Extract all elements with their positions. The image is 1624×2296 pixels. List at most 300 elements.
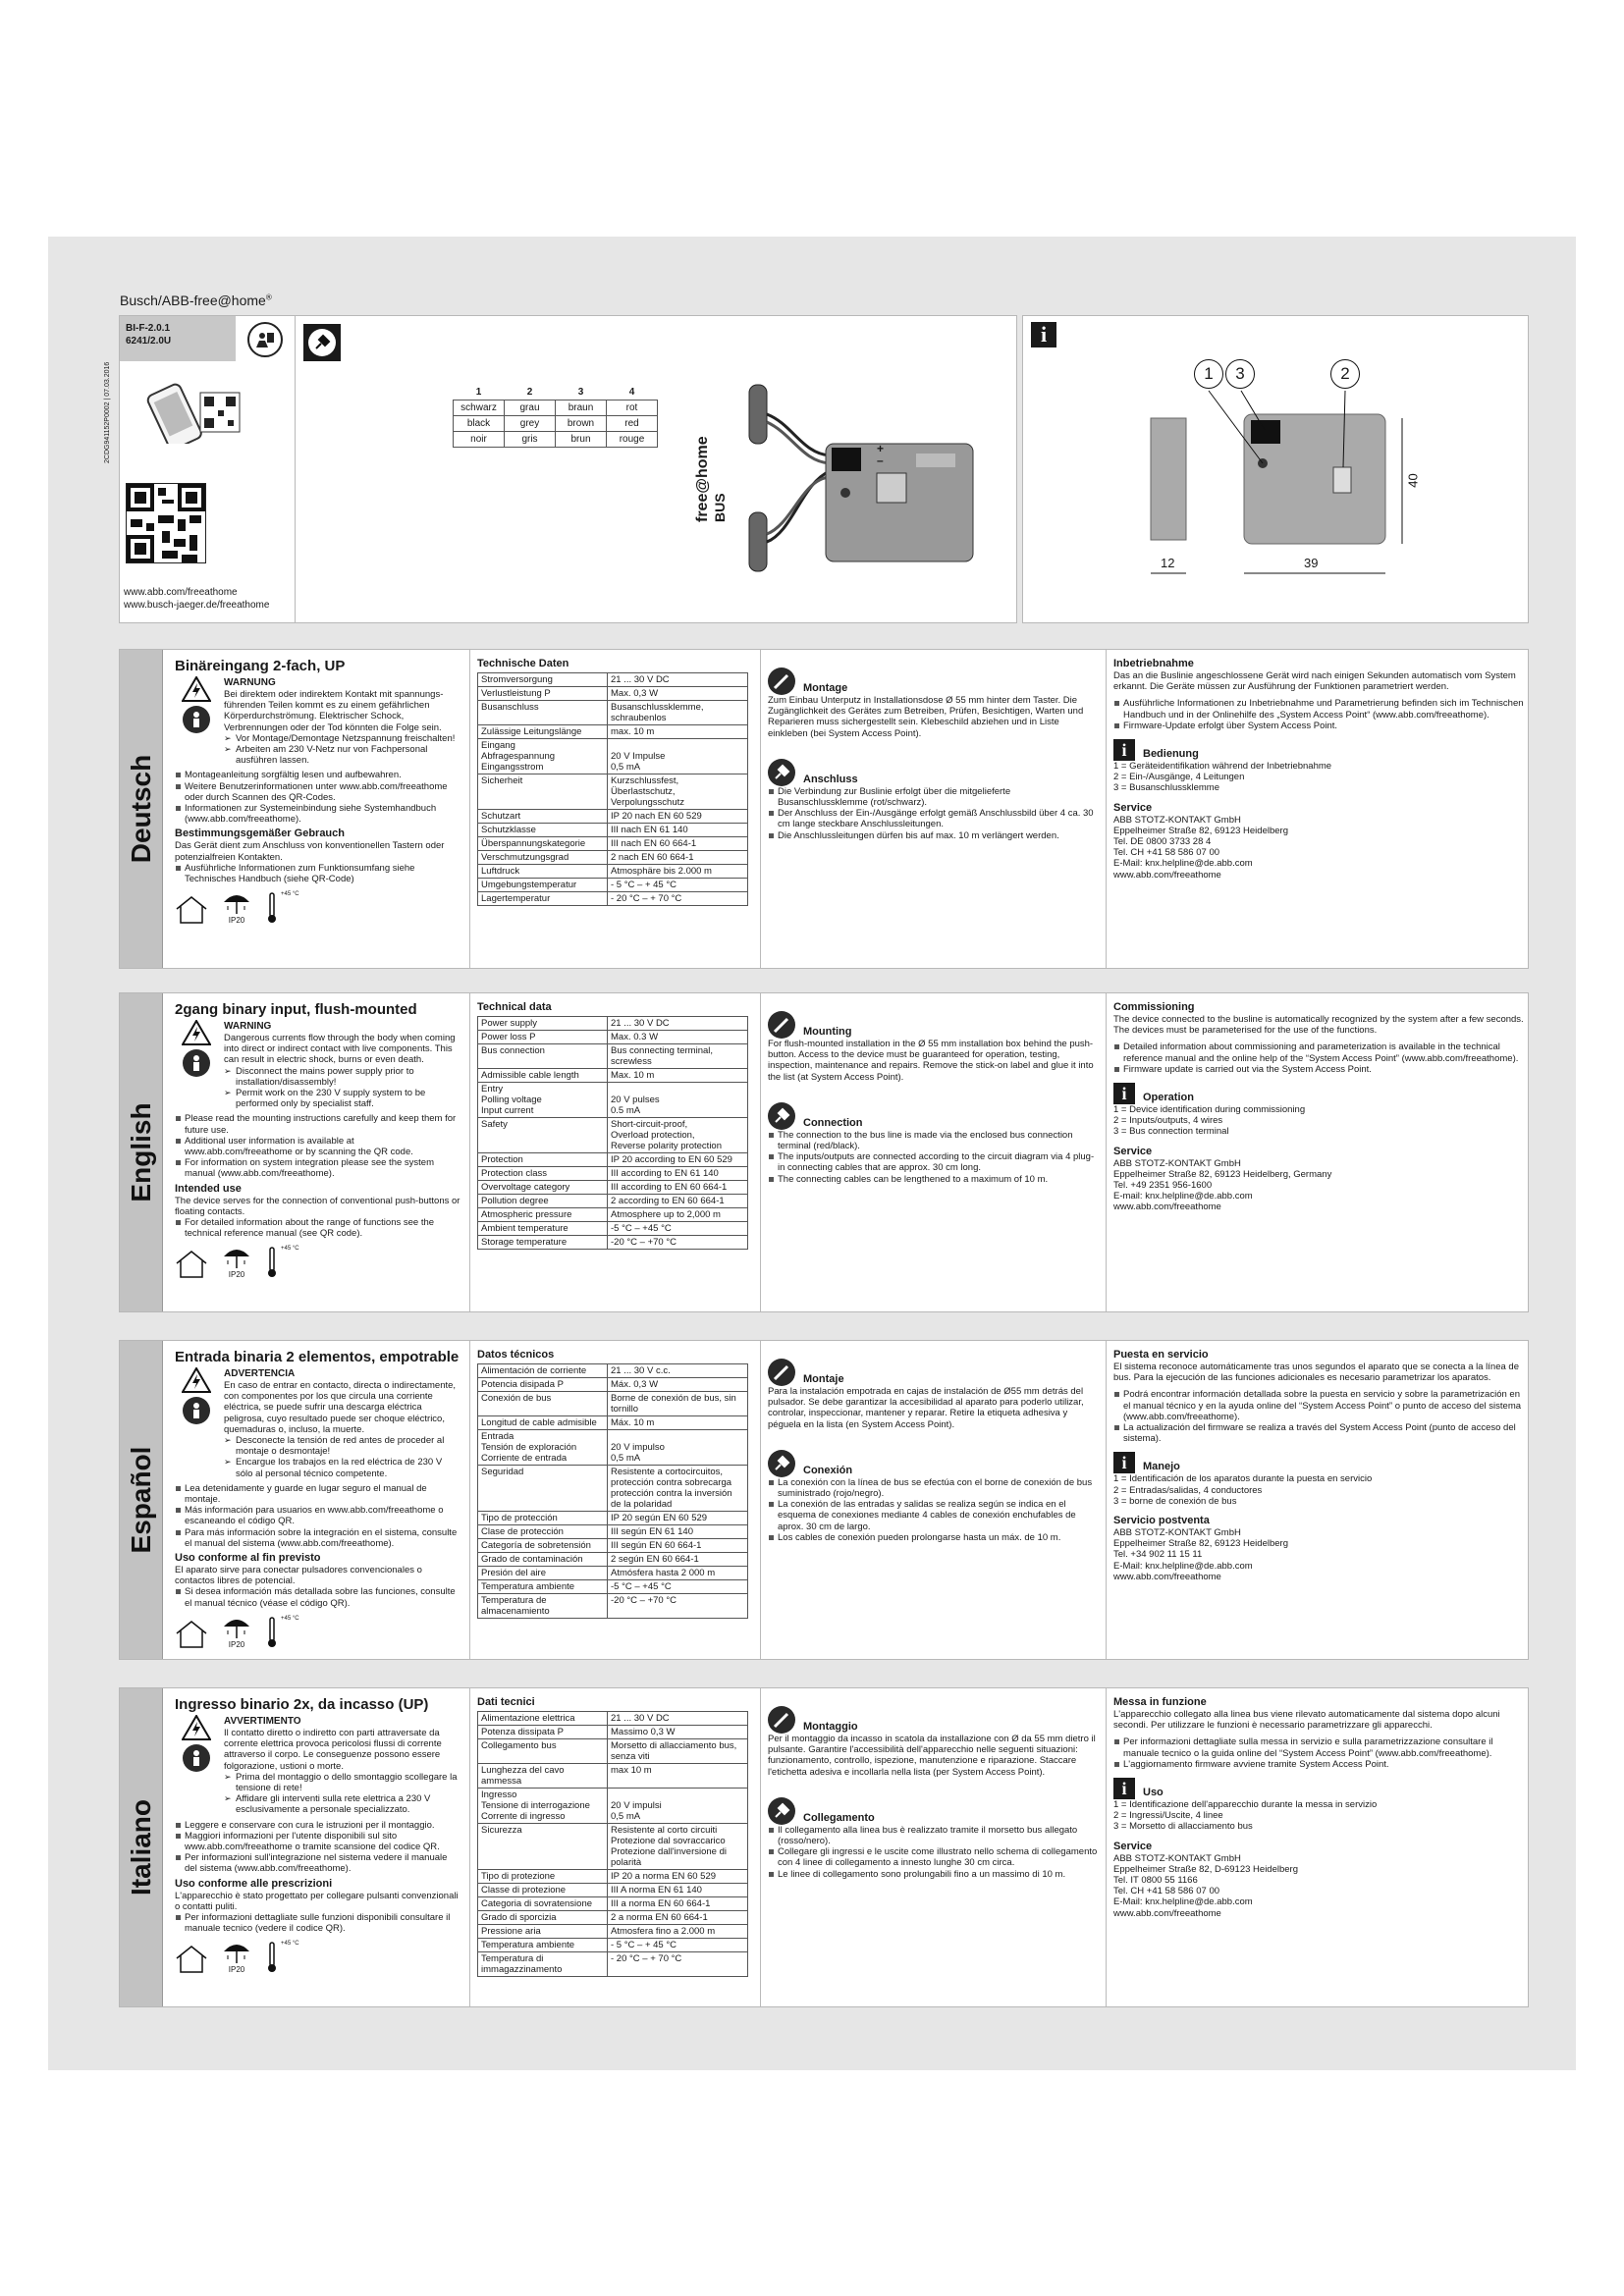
intended-use-text: El aparato sirve para conectar pulsadores convencionales o contactos libres de potencial. (175, 1565, 422, 1587)
manual-read-icon (183, 1397, 210, 1424)
td-key: Temperatura ambiente (478, 1580, 608, 1594)
td-row (478, 1939, 748, 1952)
td-value: 21 ... 30 V DC (608, 673, 748, 687)
td-value: - 5 °C – + 45 °C (608, 1939, 748, 1952)
model-article: 6241/2.0U (126, 336, 172, 347)
td-value: 21 ... 30 V DC (608, 1712, 748, 1726)
warn_items-item: ➢ Vor Montage/Demontage Netzspannung freischalten! (224, 733, 461, 744)
td-row (478, 1925, 748, 1939)
env-symbols (175, 1245, 461, 1279)
td-row (478, 774, 748, 810)
td-key: Tipo de protección (478, 1512, 608, 1525)
td-key: Lunghezza del cavo ammessa (478, 1764, 608, 1789)
product-title: Binäreingang 2-fach, UP (175, 658, 346, 674)
td-value: -20 °C – +70 °C (608, 1594, 748, 1619)
td-key: Stromversorgung (478, 673, 608, 687)
td-row (478, 1167, 748, 1181)
plug-small-icon (768, 1450, 795, 1477)
td-value: Bus connecting terminal, screwless (608, 1044, 748, 1069)
model-number: BI-F-2.0.1 (126, 323, 171, 334)
intended-use-text: Das Gerät dient zum Anschluss von konventionellen Tastern oder potenzialfreien Kontakten. (175, 840, 445, 863)
model-box (120, 316, 236, 361)
connection-heading: Conexión (803, 1464, 853, 1476)
lang-section-0 (119, 649, 1529, 969)
service-line: Tel. DE 0800 3733 28 4 (1113, 836, 1212, 848)
qr-code (126, 483, 206, 563)
product-title: Entrada binaria 2 elementos, empotrable (175, 1349, 460, 1365)
td-key: Admissible cable length (478, 1069, 608, 1083)
conn_items-item: Die Verbindung zur Buslinie erfolgt über die mitgelieferte Busanschlussklemme (rot/schwarz). (768, 786, 1098, 808)
service-line: Tel. IT 0800 55 1166 (1113, 1875, 1198, 1887)
lang-section-3 (119, 1687, 1529, 2007)
col-safety (175, 1349, 461, 1653)
td-key: Clase de protección (478, 1525, 608, 1539)
product-url-2[interactable]: www.busch-jaeger.de/freeathome (124, 600, 270, 611)
td-value: III nach EN 60 664-1 (608, 837, 748, 851)
td-value: 20 V impulsi 0,5 mA (608, 1789, 748, 1824)
td-value: Short-circuit-proof, Overload protection, Reverse polarity protection (608, 1118, 748, 1153)
notes-item: Maggiori informazioni per l'utente disponibili sul sito www.abb.com/freeathome o tramite scansione del codice QR. (175, 1831, 461, 1852)
comm_items-item: Ausführliche Informationen zu Inbetriebnahme und Parametrierung befinden sich im Technischen Handbuch und in der Onlinehilfe des „System Access Point“ (www.abb.com/freeathome). (1113, 698, 1524, 720)
doc-code: 2CDG941152P0002 | 07.03.2016 (104, 361, 111, 463)
col-mounting (768, 1696, 1098, 2001)
notes-item: Weitere Benutzerinformationen unter www.abb.com/freeathome oder durch Scannen des QR-Codes. (175, 781, 461, 803)
td-row (478, 851, 748, 865)
td-key: Categoría de sobretensión (478, 1539, 608, 1553)
ip20-icon: IP20 (222, 1940, 251, 1974)
td-value: Atmosphere up to 2,000 m (608, 1208, 748, 1222)
col-commissioning (1113, 658, 1524, 962)
td-row (478, 1031, 748, 1044)
td-key: Verlustleistung P (478, 687, 608, 701)
service-line: Eppelheimer Straße 82, 69123 Heidelberg (1113, 1538, 1288, 1550)
lang-section-1 (119, 992, 1529, 1312)
td-row (478, 837, 748, 851)
td-value: -20 °C – +70 °C (608, 1236, 748, 1250)
comm_items-item: La actualización del firmware se realiza a través del System Access Point (punto de acceso del sistema). (1113, 1422, 1524, 1444)
indoor-house-icon (175, 1250, 208, 1279)
comm_items-item: Podrá encontrar información detallada sobre la puesta en servicio y sobre la parametrización en el manual técnico y en la ayuda online del “System Access Point” o punto de acceso del sistema (www.abb.com/freeathome). (1113, 1389, 1524, 1422)
indoor-house-icon (175, 1945, 208, 1974)
comm_items-item: L'aggiornamento firmware avviene tramite System Access Point. (1113, 1759, 1524, 1770)
warning-triangle-icon (182, 1715, 211, 1740)
warn_items-item: ➢ Disconnect the mains power supply prior to installation/disassembly! (224, 1066, 461, 1088)
td-row (478, 879, 748, 892)
conn_items-item: Collegare gli ingressi e le uscite come illustrato nello schema di collegamento con 4 linee di collegamento a innesto lunghe 30 cm circa. (768, 1846, 1098, 1868)
indoor-house-icon (175, 1620, 208, 1649)
td-value: III nach EN 61 140 (608, 824, 748, 837)
td-value: Kurzschlussfest, Überlastschutz, Verpolungsschutz (608, 774, 748, 810)
td-key: Verschmutzungsgrad (478, 851, 608, 865)
manual-read-icon (183, 706, 210, 733)
td-value: 21 ... 30 V c.c. (608, 1364, 748, 1378)
td-row (478, 1430, 748, 1466)
conn_items-item: Le linee di collegamento sono prolungabili fino a un massimo di 10 m. (768, 1869, 1098, 1880)
operation-item: 2 = Ingressi/Uscite, 4 linee (1113, 1810, 1223, 1822)
td-value: -5 °C – +45 °C (608, 1580, 748, 1594)
commissioning-text: The device connected to the busline is automatically recognized by the system after a few seconds. The devices must be parameterised for the use of the functions. (1113, 1014, 1524, 1037)
thermometer-icon: +45 °C (265, 1616, 299, 1649)
operation-item: 2 = Inputs/outputs, 4 wires (1113, 1115, 1223, 1127)
td-row (478, 1222, 748, 1236)
operation-item: 2 = Ein-/Ausgänge, 4 Leitungen (1113, 772, 1245, 783)
screwdriver-icon (768, 1359, 795, 1386)
language-tab (120, 1688, 163, 2006)
td-key: Conexión de bus (478, 1392, 608, 1416)
ip20-icon: IP20 (222, 890, 251, 925)
operation-heading: Uso (1143, 1787, 1164, 1799)
td-value: Atmosfera fino a 2.000 m (608, 1925, 748, 1939)
col-safety (175, 1001, 461, 1306)
td-value: Máx. 10 m (608, 1416, 748, 1430)
td-value: max 10 m (608, 1764, 748, 1789)
td-key: Lagertemperatur (478, 892, 608, 906)
technical-data-table (477, 1363, 748, 1619)
td-row (478, 739, 748, 774)
col-technical-data (477, 1001, 748, 1306)
td-value: 20 V pulses 0.5 mA (608, 1083, 748, 1118)
td-key: Umgebungstemperatur (478, 879, 608, 892)
td-row (478, 1594, 748, 1619)
td-row (478, 1764, 748, 1789)
td-row (478, 1824, 748, 1870)
td-row (478, 865, 748, 879)
td-key: Sicurezza (478, 1824, 608, 1870)
td-value: 20 V Impulse 0,5 mA (608, 739, 748, 774)
col-mounting (768, 1349, 1098, 1653)
td-value: IP 20 según EN 60 529 (608, 1512, 748, 1525)
env-symbols (175, 1940, 461, 1974)
td-value: III a norma EN 60 664-1 (608, 1897, 748, 1911)
td-key: Protection (478, 1153, 608, 1167)
service-line: Tel. +34 902 11 15 11 (1113, 1549, 1203, 1561)
notes-item: Más información para usuarios en www.abb.com/freeathome o escaneando el código QR. (175, 1505, 461, 1526)
td-row (478, 1580, 748, 1594)
warning-heading: ADVERTENCIA (224, 1368, 296, 1379)
conn_items-item: Der Anschluss der Ein-/Ausgänge erfolgt gemäß Anschlussbild über 4 ca. 30 cm lange steckbare Anschlussleitungen. (768, 808, 1098, 829)
service-line: www.abb.com/freeathome (1113, 1201, 1221, 1213)
col-commissioning (1113, 1001, 1524, 1306)
conn_items-item: Die Anschlussleitungen dürfen bis auf max. 10 m verlängert werden. (768, 830, 1098, 841)
conn_items-item: The connecting cables can be lengthened to a maximum of 10 m. (768, 1174, 1098, 1185)
service-line: Tel. CH +41 58 586 07 00 (1113, 847, 1220, 859)
use_items-item: Si desea información más detallada sobre las funciones, consulte el manual técnico (véase el código QR). (175, 1586, 461, 1608)
warning-heading: AVVERTIMENTO (224, 1716, 301, 1727)
document-sheet (48, 237, 1576, 2070)
notes-item: Please read the mounting instructions carefully and keep them for future use. (175, 1113, 461, 1135)
notes-item: Lea detenidamente y guarde en lugar seguro el manual de montaje. (175, 1483, 461, 1505)
conn_items-item: Los cables de conexión pueden prolongarse hasta un máx. de 10 m. (768, 1532, 1098, 1543)
td-row (478, 1911, 748, 1925)
technical-data-heading: Technical data (477, 1001, 552, 1013)
intended-use-heading: Uso conforme alle prescrizioni (175, 1877, 333, 1890)
operation-info-icon: i (1113, 1778, 1135, 1799)
comm_items-item: Detailed information about commissioning and parameterization is available in the technical reference manual and the online help of the “System Access Point” (www.abb.com/freeathome). (1113, 1041, 1524, 1063)
td-key: Protection class (478, 1167, 608, 1181)
td-value: Máx. 0,3 W (608, 1378, 748, 1392)
warn_items-item: ➢ Affidare gli interventi sulla rete elettrica a 230 V esclusivamente a personale specializzato. (224, 1793, 461, 1815)
col-technical-data (477, 1696, 748, 2001)
product-url-1[interactable]: www.abb.com/freeathome (124, 587, 238, 598)
td-value: - 20 °C – + 70 °C (608, 1952, 748, 1977)
td-key: Potenza dissipata P (478, 1726, 608, 1739)
td-key: Collegamento bus (478, 1739, 608, 1764)
language-label: Italiano (125, 1798, 156, 1896)
warning-text: Dangerous currents flow through the body when coming into direct or indirect contact with live components. This can result in electric shock, burns or even death. (224, 1033, 456, 1066)
warning-triangle-icon (182, 676, 211, 702)
warning-text: Bei direktem oder indirektem Kontakt mit spannungs-führenden Teilen kommt es zu einem gefährlichen Körperdurchströmung. Elektrischer Schock, Verbrennungen oder der Tod könnten die Folge sein. (224, 689, 444, 733)
td-row (478, 1083, 748, 1118)
intended-use-heading: Intended use (175, 1182, 242, 1195)
operation-info-icon: i (1113, 1452, 1135, 1473)
conn_items-item: La conexión de las entradas y salidas se realiza según se indica en el esquema de conexiones mediante 4 cables de conexión enchufables de aprox. 30 cm de largo. (768, 1499, 1098, 1532)
plug-icon (303, 324, 341, 361)
mounting-heading: Montaggio (803, 1721, 858, 1733)
commissioning-heading: Puesta en servicio (1113, 1349, 1209, 1361)
language-tab (120, 993, 163, 1311)
td-row (478, 1364, 748, 1378)
language-label: Español (125, 1446, 156, 1554)
commissioning-heading: Commissioning (1113, 1001, 1195, 1013)
td-row (478, 1069, 748, 1083)
mounting-heading: Mounting (803, 1026, 852, 1038)
technical-data-heading: Technische Daten (477, 658, 569, 669)
td-value: Massimo 0,3 W (608, 1726, 748, 1739)
td-key: Categoria di sovratensione (478, 1897, 608, 1911)
td-key: Tipo di protezione (478, 1870, 608, 1884)
technical-data-heading: Datos técnicos (477, 1349, 555, 1361)
td-row (478, 892, 748, 906)
service-line: www.abb.com/freeathome (1113, 1907, 1221, 1919)
technical-data-table (477, 672, 748, 906)
td-value: Atmosphäre bis 2.000 m (608, 865, 748, 879)
technical-data-table (477, 1711, 748, 1977)
td-key: Classe di protezione (478, 1884, 608, 1897)
thermometer-icon: +45 °C (265, 1941, 299, 1974)
app-icon (247, 322, 283, 357)
operation-item: 3 = Busanschlussklemme (1113, 782, 1219, 794)
lang-section-2 (119, 1340, 1529, 1660)
indoor-house-icon (175, 895, 208, 925)
mounting-heading: Montaje (803, 1373, 844, 1385)
mounting-text: Per il montaggio da incasso in scatola da installazione con Ø da 55 mm dietro il pulsante. Garantire l'accessibilità dell'apparecchio nelle seguenti situazioni: funzionamento, controllo, ispezione, manutenzione e riparazione. Staccare l'etichetta adesiva e incollarla nella lista (per System Access Point). (768, 1734, 1096, 1778)
col-technical-data (477, 1349, 748, 1653)
td-row (478, 1512, 748, 1525)
td-key: Überspannungskategorie (478, 837, 608, 851)
commissioning-heading: Inbetriebnahme (1113, 658, 1194, 669)
td-key: Overvoltage category (478, 1181, 608, 1195)
td-value: Resistente al corto circuiti Protezione dal sovraccarico Protezione dall'inversione di polarità (608, 1824, 748, 1870)
service-line: Eppelheimer Straße 82, 69123 Heidelberg, Germany (1113, 1168, 1332, 1180)
dim-height: 40 (1405, 473, 1421, 488)
td-row (478, 1567, 748, 1580)
conn_items-item: The inputs/outputs are connected according to the circuit diagram via 4 plug-in connecting cables that are approx. 30 cm long. (768, 1151, 1098, 1173)
td-value: IP 20 according to EN 60 529 (608, 1153, 748, 1167)
td-row (478, 725, 748, 739)
td-key: Sicherheit (478, 774, 608, 810)
td-key: Longitud de cable admisible (478, 1416, 608, 1430)
td-value: III según EN 60 664-1 (608, 1539, 748, 1553)
td-key: Busanschluss (478, 701, 608, 725)
col-commissioning (1113, 1349, 1524, 1653)
mounting-heading: Montage (803, 682, 848, 694)
warning-heading: WARNING (224, 1021, 272, 1032)
td-key: Schutzart (478, 810, 608, 824)
service-heading: Service (1113, 801, 1153, 814)
env-symbols (175, 1615, 461, 1649)
wiring-card (295, 315, 1017, 623)
td-key: Grado de contaminación (478, 1553, 608, 1567)
manual-read-icon (183, 1049, 210, 1077)
env-symbols (175, 890, 461, 925)
service-line: ABB STOTZ-KONTAKT GmbH (1113, 1527, 1241, 1539)
operation-item: 1 = Identificazione dell'apparecchio durante la messa in servizio (1113, 1799, 1378, 1811)
warn_items-item: ➢ Prima del montaggio o dello smontaggio scollegare la tensione di rete! (224, 1772, 461, 1793)
technical-data-heading: Dati tecnici (477, 1696, 535, 1708)
notes-item: Para más información sobre la integración en el sistema, consulte el manual del sistema (www.abb.com/freeathome). (175, 1527, 461, 1549)
td-key: Grado di sporcizia (478, 1911, 608, 1925)
device-minus-label: – (877, 454, 884, 467)
service-line: Eppelheimer Straße 82, 69123 Heidelberg (1113, 825, 1288, 836)
td-key: Bus connection (478, 1044, 608, 1069)
td-key: Atmospheric pressure (478, 1208, 608, 1222)
product-title: 2gang binary input, flush-mounted (175, 1001, 417, 1018)
intended-use-heading: Uso conforme al fin previsto (175, 1552, 321, 1565)
use_items-item: Ausführliche Informationen zum Funktionsumfang siehe Technisches Handbuch (siehe QR-Code) (175, 863, 461, 884)
operation-item: 2 = Entradas/salidas, 4 conductores (1113, 1484, 1263, 1496)
warning-text: Il contatto diretto o indiretto con parti attraversate da corrente elettrica provoca pericolosi flussi di corrente attraverso il corpo. Le conseguenze possono essere folgorazione, ustioni o morte. (224, 1728, 442, 1772)
conn_items-item: La conexión con la línea de bus se efectúa con el borne de conexión de bus suministrado (rojo/negro). (768, 1477, 1098, 1499)
td-value: III according to EN 61 140 (608, 1167, 748, 1181)
td-row (478, 1466, 748, 1512)
td-row (478, 1017, 748, 1031)
warning-triangle-icon (182, 1020, 211, 1045)
td-value: max. 10 m (608, 725, 748, 739)
td-value: 2 nach EN 60 664-1 (608, 851, 748, 865)
td-row (478, 1539, 748, 1553)
dim-depth: 12 (1161, 556, 1175, 570)
td-row (478, 1153, 748, 1167)
intended-use-text: The device serves for the connection of conventional push-buttons or floating contacts. (175, 1195, 460, 1217)
warning-heading: WARNUNG (224, 677, 276, 688)
td-value: 2 según EN 60 664-1 (608, 1553, 748, 1567)
td-key: Temperatura de almacenamiento (478, 1594, 608, 1619)
td-value: Morsetto di allacciamento bus, senza viti (608, 1739, 748, 1764)
td-key: Pollution degree (478, 1195, 608, 1208)
dim-width: 39 (1304, 556, 1319, 570)
td-row (478, 1525, 748, 1539)
conn_items-item: Il collegamento alla linea bus è realizzato tramite il morsetto bus allegato (rosso/nero). (768, 1825, 1098, 1846)
td-key: Storage temperature (478, 1236, 608, 1250)
service-line: E-mail: knx.helpline@de.abb.com (1113, 1191, 1253, 1202)
product-title: Ingresso binario 2x, da incasso (UP) (175, 1696, 429, 1713)
service-line: www.abb.com/freeathome (1113, 1571, 1221, 1582)
td-value: IP 20 nach EN 60 529 (608, 810, 748, 824)
operation-item: 3 = borne de conexión de bus (1113, 1495, 1237, 1507)
language-tab (120, 650, 163, 968)
td-value: Busanschlussklemme, schraubenlos (608, 701, 748, 725)
notes-item: Leggere e conservare con cura le istruzioni per il montaggio. (175, 1820, 461, 1831)
td-value: 20 V impulso 0,5 mA (608, 1430, 748, 1466)
td-value: III according to EN 60 664-1 (608, 1181, 748, 1195)
td-value: III A norma EN 61 140 (608, 1884, 748, 1897)
td-key: Ingresso Tensione di interrogazione Corrente di ingresso (478, 1789, 608, 1824)
connection-heading: Anschluss (803, 773, 858, 785)
td-value: IP 20 a norma EN 60 529 (608, 1870, 748, 1884)
plug-small-icon (768, 1102, 795, 1130)
td-row (478, 1416, 748, 1430)
td-key: Temperatura ambiente (478, 1939, 608, 1952)
td-value: 2 a norma EN 60 664-1 (608, 1911, 748, 1925)
td-key: Temperatura di immagazzinamento (478, 1952, 608, 1977)
phone-illustration (139, 375, 247, 449)
screwdriver-icon (768, 1706, 795, 1734)
notes-item: Montageanleitung sorgfältig lesen und aufbewahren. (175, 770, 461, 780)
td-row (478, 673, 748, 687)
plug-small-icon (768, 759, 795, 786)
service-line: ABB STOTZ-KONTAKT GmbH (1113, 1852, 1241, 1864)
td-row (478, 687, 748, 701)
td-key: Power supply (478, 1017, 608, 1031)
connection-heading: Connection (803, 1116, 863, 1129)
commissioning-text: El sistema reconoce automáticamente tras unos segundos el aparato que se conecta a la línea de bus. Para la ejecución de las funciones adicionales es necesario parametrizar los aparatos. (1113, 1362, 1519, 1384)
td-key: Safety (478, 1118, 608, 1153)
operation-item: 1 = Geräteidentifikation während der Inbetriebnahme (1113, 761, 1332, 773)
mounting-text: Zum Einbau Unterputz in Installationsdose Ø 55 mm hinter dem Taster. Die Zugänglichkeit des Gerätes zum Betreiben, Prüfen, Besichtigen, Warten und Reparieren muss sichergestellt sein. Klebeschild abziehen und in Liste einkleben (bei System Access Point). (768, 695, 1084, 739)
td-key: Seguridad (478, 1466, 608, 1512)
td-row (478, 1378, 748, 1392)
warn_items-item: ➢ Permit work on the 230 V supply system to be performed only by specialist staff. (224, 1088, 461, 1109)
td-row (478, 1712, 748, 1726)
technical-data-table (477, 1016, 748, 1250)
warn_items-item: ➢ Desconecte la tensión de red antes de proceder al montaje o desmontaje! (224, 1435, 461, 1457)
language-tab (120, 1341, 163, 1659)
td-value: Max. 0.3 W (608, 1031, 748, 1044)
td-value: - 20 °C – + 70 °C (608, 892, 748, 906)
td-row (478, 1553, 748, 1567)
service-line: E-Mail: knx.helpline@de.abb.com (1113, 858, 1253, 870)
operation-item: 3 = Bus connection terminal (1113, 1126, 1229, 1138)
comm_items-item: Firmware-Update erfolgt über System Access Point. (1113, 721, 1524, 731)
device-plus-label: + (877, 442, 885, 455)
mounting-text: For flush-mounted installation in the Ø 55 mm installation box behind the push-button. Access to the device must be guaranteed for operation, testing, inspection, maintenance and repairs. Remove the stick-on label and glue it into the list (at System Access Point). (768, 1039, 1094, 1083)
td-row (478, 1952, 748, 1977)
commissioning-heading: Messa in funzione (1113, 1696, 1207, 1708)
plug-small-icon (768, 1797, 795, 1825)
td-row (478, 1118, 748, 1153)
td-value: III según EN 61 140 (608, 1525, 748, 1539)
notes-item: Informationen zur Systemeinbindung siehe Systemhandbuch (www.abb.com/freeathome). (175, 803, 461, 825)
td-row (478, 1726, 748, 1739)
service-heading: Service (1113, 1840, 1153, 1852)
td-row (478, 824, 748, 837)
col-safety (175, 658, 461, 962)
td-row (478, 1392, 748, 1416)
notes-item: Per informazioni sull'integrazione nel sistema vedere il manuale del sistema (www.abb.com/freeathome). (175, 1852, 461, 1874)
use_items-item: Per informazioni dettagliate sulle funzioni disponibili consultare il manuale tecnico (vedere il codice QR). (175, 1912, 461, 1934)
thermometer-icon: +45 °C (265, 1246, 299, 1279)
col-mounting (768, 658, 1098, 962)
service-line: www.abb.com/freeathome (1113, 869, 1221, 881)
warning-text: En caso de entrar en contacto, directa o indirectamente, con componentes por los que circula una corriente eléctrica, se puede sufrir una descarga eléctrica peligrosa, cuyo resultado puede ser choque eléctrico, quemaduras o, incluso, la muerte. (224, 1380, 457, 1435)
col-commissioning (1113, 1696, 1524, 2001)
warn_items-item: ➢ Arbeiten am 230 V-Netz nur von Fachpersonal ausführen lassen. (224, 744, 461, 766)
device-wiring-diagram (694, 346, 999, 601)
td-row (478, 1789, 748, 1824)
commissioning-text: L'apparecchio collegato alla linea bus viene rilevato automaticamente dal sistema dopo alcuni secondi. Per utilizzare le funzioni è necessario parametrizzare gli apparecchi. (1113, 1709, 1500, 1732)
td-row (478, 701, 748, 725)
comm_items-item: Per informazioni dettagliate sulla messa in servizio e sulla parametrizzazione consultare il manuale tecnico o la guida online del “System Access Point” (www.abb.com/freeathome). (1113, 1736, 1524, 1758)
